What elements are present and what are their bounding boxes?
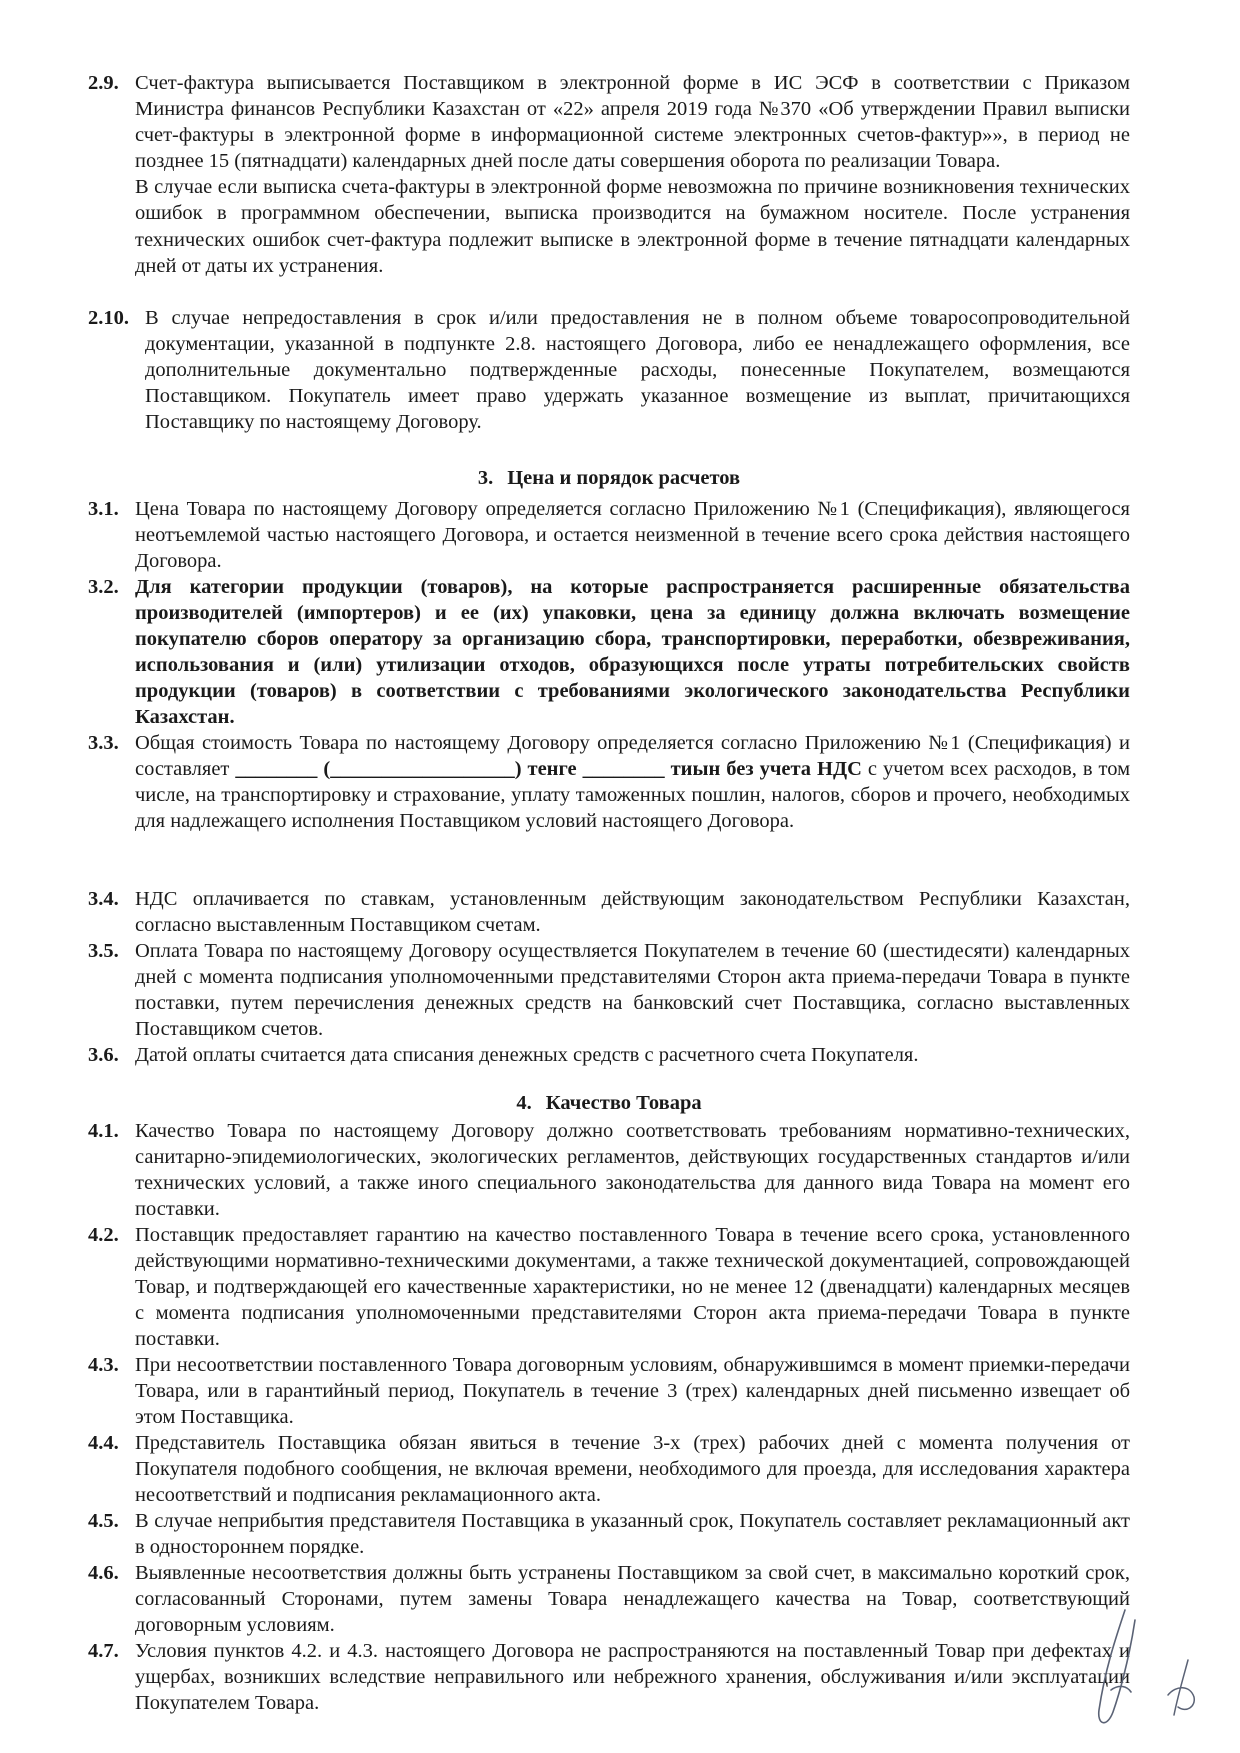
clause-text-part: с учетом всех расходов, в том числе, на транспортировку и страхование, уплату таможенных пошлин, налогов, сборов и прочего, необходимых для надлежащего исполнения Поставщиком условий настоящего Договора. (135, 758, 1131, 833)
clause-3-6 (88, 1042, 1130, 1068)
clause-number: 4.3. (88, 1354, 119, 1376)
clause-3-3 (88, 730, 1130, 834)
clause-2-9 (88, 70, 1130, 279)
clause-text: Цена Товара по настоящему Договору определяется согласно Приложению №1 (Спецификация), являющегося неотъемлемой частью настоящего Договора, и остается неизменной в течение всего срока действия настоящего Договора. (135, 498, 1130, 573)
tiyn-blank: ________ (582, 758, 665, 781)
clause-4-2 (88, 1222, 1130, 1352)
initials-signature-left (1085, 1600, 1145, 1740)
clause-3-1 (88, 496, 1130, 574)
clause-number: 4.5. (88, 1510, 119, 1532)
clause-number: 2.9. (88, 72, 119, 94)
clause-number: 3.1. (88, 498, 119, 520)
clause-number: 3.6. (88, 1044, 119, 1066)
amount-blank: ________ (235, 758, 318, 781)
section-title: Цена и порядок расчетов (507, 467, 741, 489)
clause-number: 4.1. (88, 1120, 119, 1142)
section-heading-4 (88, 1090, 1130, 1116)
clause-text: Представитель Поставщика обязан явиться в течение 3-х (трех) рабочих дней с момента получения от Покупателя подобного сообщения, не включая времени, необходимого для проезда, для исследования характера несоответствий и подписания рекламационного акта. (135, 1432, 1130, 1507)
clause-number: 3.4. (88, 888, 119, 910)
clause-3-4 (88, 886, 1130, 938)
clause-4-1 (88, 1118, 1130, 1222)
clause-4-6 (88, 1560, 1130, 1638)
clause-text: НДС оплачивается по ставкам, установленным действующим законодательством Республики Казахстан, согласно выставленным Поставщиком счетам. (135, 888, 1130, 937)
clause-number: 4.6. (88, 1562, 119, 1584)
amount-words-blank: (__________________) (323, 758, 522, 781)
clause-text: В случае непредоставления в срок и/или предоставления не в полном объеме товаросопроводительной документации, указанной в подпункте 2.8. настоящего Договора, либо ее ненадлежащего оформления, все дополнительные документально подтвержденные расходы, понесенные Покупателем, возмещаются Поставщиком. Покупатель имеет право удержать указанное возмещение из выплат, причитающихся Поставщику по настоящему Договору. (145, 307, 1130, 434)
clause-text-part: Общая стоимость Товара по настоящему Договору определяется согласно Приложению №1 (Спецификация) и составляет (135, 732, 1130, 781)
clause-3-5 (88, 938, 1130, 1042)
clause-text: При несоответствии поставленного Товара договорным условиям, обнаружившимся в момент приемки-передачи Товара, или в гарантийный период, Покупатель в течение 3 (трех) календарных дней письменно извещает об этом Поставщика. (135, 1354, 1130, 1429)
clause-text (135, 730, 1130, 834)
clause-text: Выявленные несоответствия должны быть устранены Поставщиком за свой счет, в максимально короткий срок, согласованный Сторонами, путем замены Товара ненадлежащего качества на Товар, соответствующий договорным условиям. (135, 1562, 1130, 1637)
clause-number: 4.2. (88, 1224, 119, 1246)
currency-tenge: тенге (527, 758, 577, 781)
clause-number: 3.2. (88, 576, 119, 598)
clause-4-5 (88, 1508, 1130, 1560)
section-heading-3 (88, 465, 1130, 491)
clause-number: 3.3. (88, 732, 119, 754)
clause-text: Для категории продукции (товаров), на которые распространяется расширенные обязательства производителей (импортеров) и ее (их) упаковки, цена за единицу должна включать возмещение покупателю сборов оператору за организацию сбора, транспортировки, переработки, обезвреживания, использования и (или) утилизации отходов, образующихся после утраты потребительских свойств продукции (товаров) в соответствии с требованиями экологического законодательства Республики Казахстан. (135, 576, 1130, 729)
clause-text: Оплата Товара по настоящему Договору осуществляется Покупателем в течение 60 (шестидесяти) календарных дней с момента подписания уполномоченными представителями Сторон акта приема-передачи Товара в пункте поставки, путем перечисления денежных средств на банковский счет Поставщика, согласно выставленных Поставщиком счетов. (135, 940, 1130, 1041)
clause-3-2 (88, 574, 1130, 731)
section-number: 4. (516, 1092, 532, 1114)
clause-4-3 (88, 1352, 1130, 1430)
section-title: Качество Товара (545, 1092, 702, 1114)
clause-text: Поставщик предоставляет гарантию на качество поставленного Товара в течение всего срока, установленного действующими нормативно-техническими документами, а также технической документацией, сопровождающей Товар, и подтверждающей его качественные характеристики, но не менее 12 (двенадцати) календарных месяцев с момента подписания уполномоченными представителями Сторон акта приема-передачи Товара в пункте поставки. (135, 1224, 1130, 1351)
clause-4-4 (88, 1430, 1130, 1508)
initials-signature-right (1160, 1655, 1210, 1725)
clause-4-7 (88, 1638, 1130, 1716)
clause-text-continued: В случае если выписка счета-фактуры в электронной форме невозможна по причине возникновения технических ошибок в программном обеспечении, выписка производится на бумажном носителе. После устранения технических ошибок счет-фактура подлежит выписке в электронной форме в течение пятнадцати календарных дней от даты их устранения. (135, 176, 1130, 277)
vat-note: тиын без учета НДС (670, 758, 862, 781)
clause-2-10 (88, 305, 1130, 435)
clause-number: 4.4. (88, 1432, 119, 1454)
clause-text: В случае неприбытия представителя Поставщика в указанный срок, Покупатель составляет рекламационный акт в одностороннем порядке. (135, 1510, 1130, 1559)
clause-text: Счет-фактура выписывается Поставщиком в электронной форме в ИС ЭСФ в соответствии с Приказом Министра финансов Республики Казахстан от «22» апреля 2019 года №370 «Об утверждении Правил выписки счет-фактуры в электронной форме в информационной системе электронных счетов-фактур»», в период не позднее 15 (пятнадцати) календарных дней после даты совершения оборота по реализации Товара. (135, 72, 1130, 173)
clause-number: 4.7. (88, 1640, 119, 1662)
clause-text: Датой оплаты считается дата списания денежных средств с расчетного счета Покупателя. (135, 1044, 919, 1066)
section-number: 3. (477, 467, 494, 489)
clause-number: 2.10. (88, 307, 129, 329)
clause-text: Условия пунктов 4.2. и 4.3. настоящего Договора не распространяются на поставленный Товар при дефектах и ущербах, возникших вследствие неправильного или небрежного хранения, обслуживания и/или эксплуатации Покупателем Товара. (135, 1640, 1130, 1715)
clause-text: Качество Товара по настоящему Договору должно соответствовать требованиям нормативно-технических, санитарно-эпидемиологических, экологических регламентов, действующих государственных стандартов и/или технических условий, а также иного специального законодательства для данного вида Товара на момент его поставки. (135, 1120, 1130, 1221)
clause-number: 3.5. (88, 940, 119, 962)
